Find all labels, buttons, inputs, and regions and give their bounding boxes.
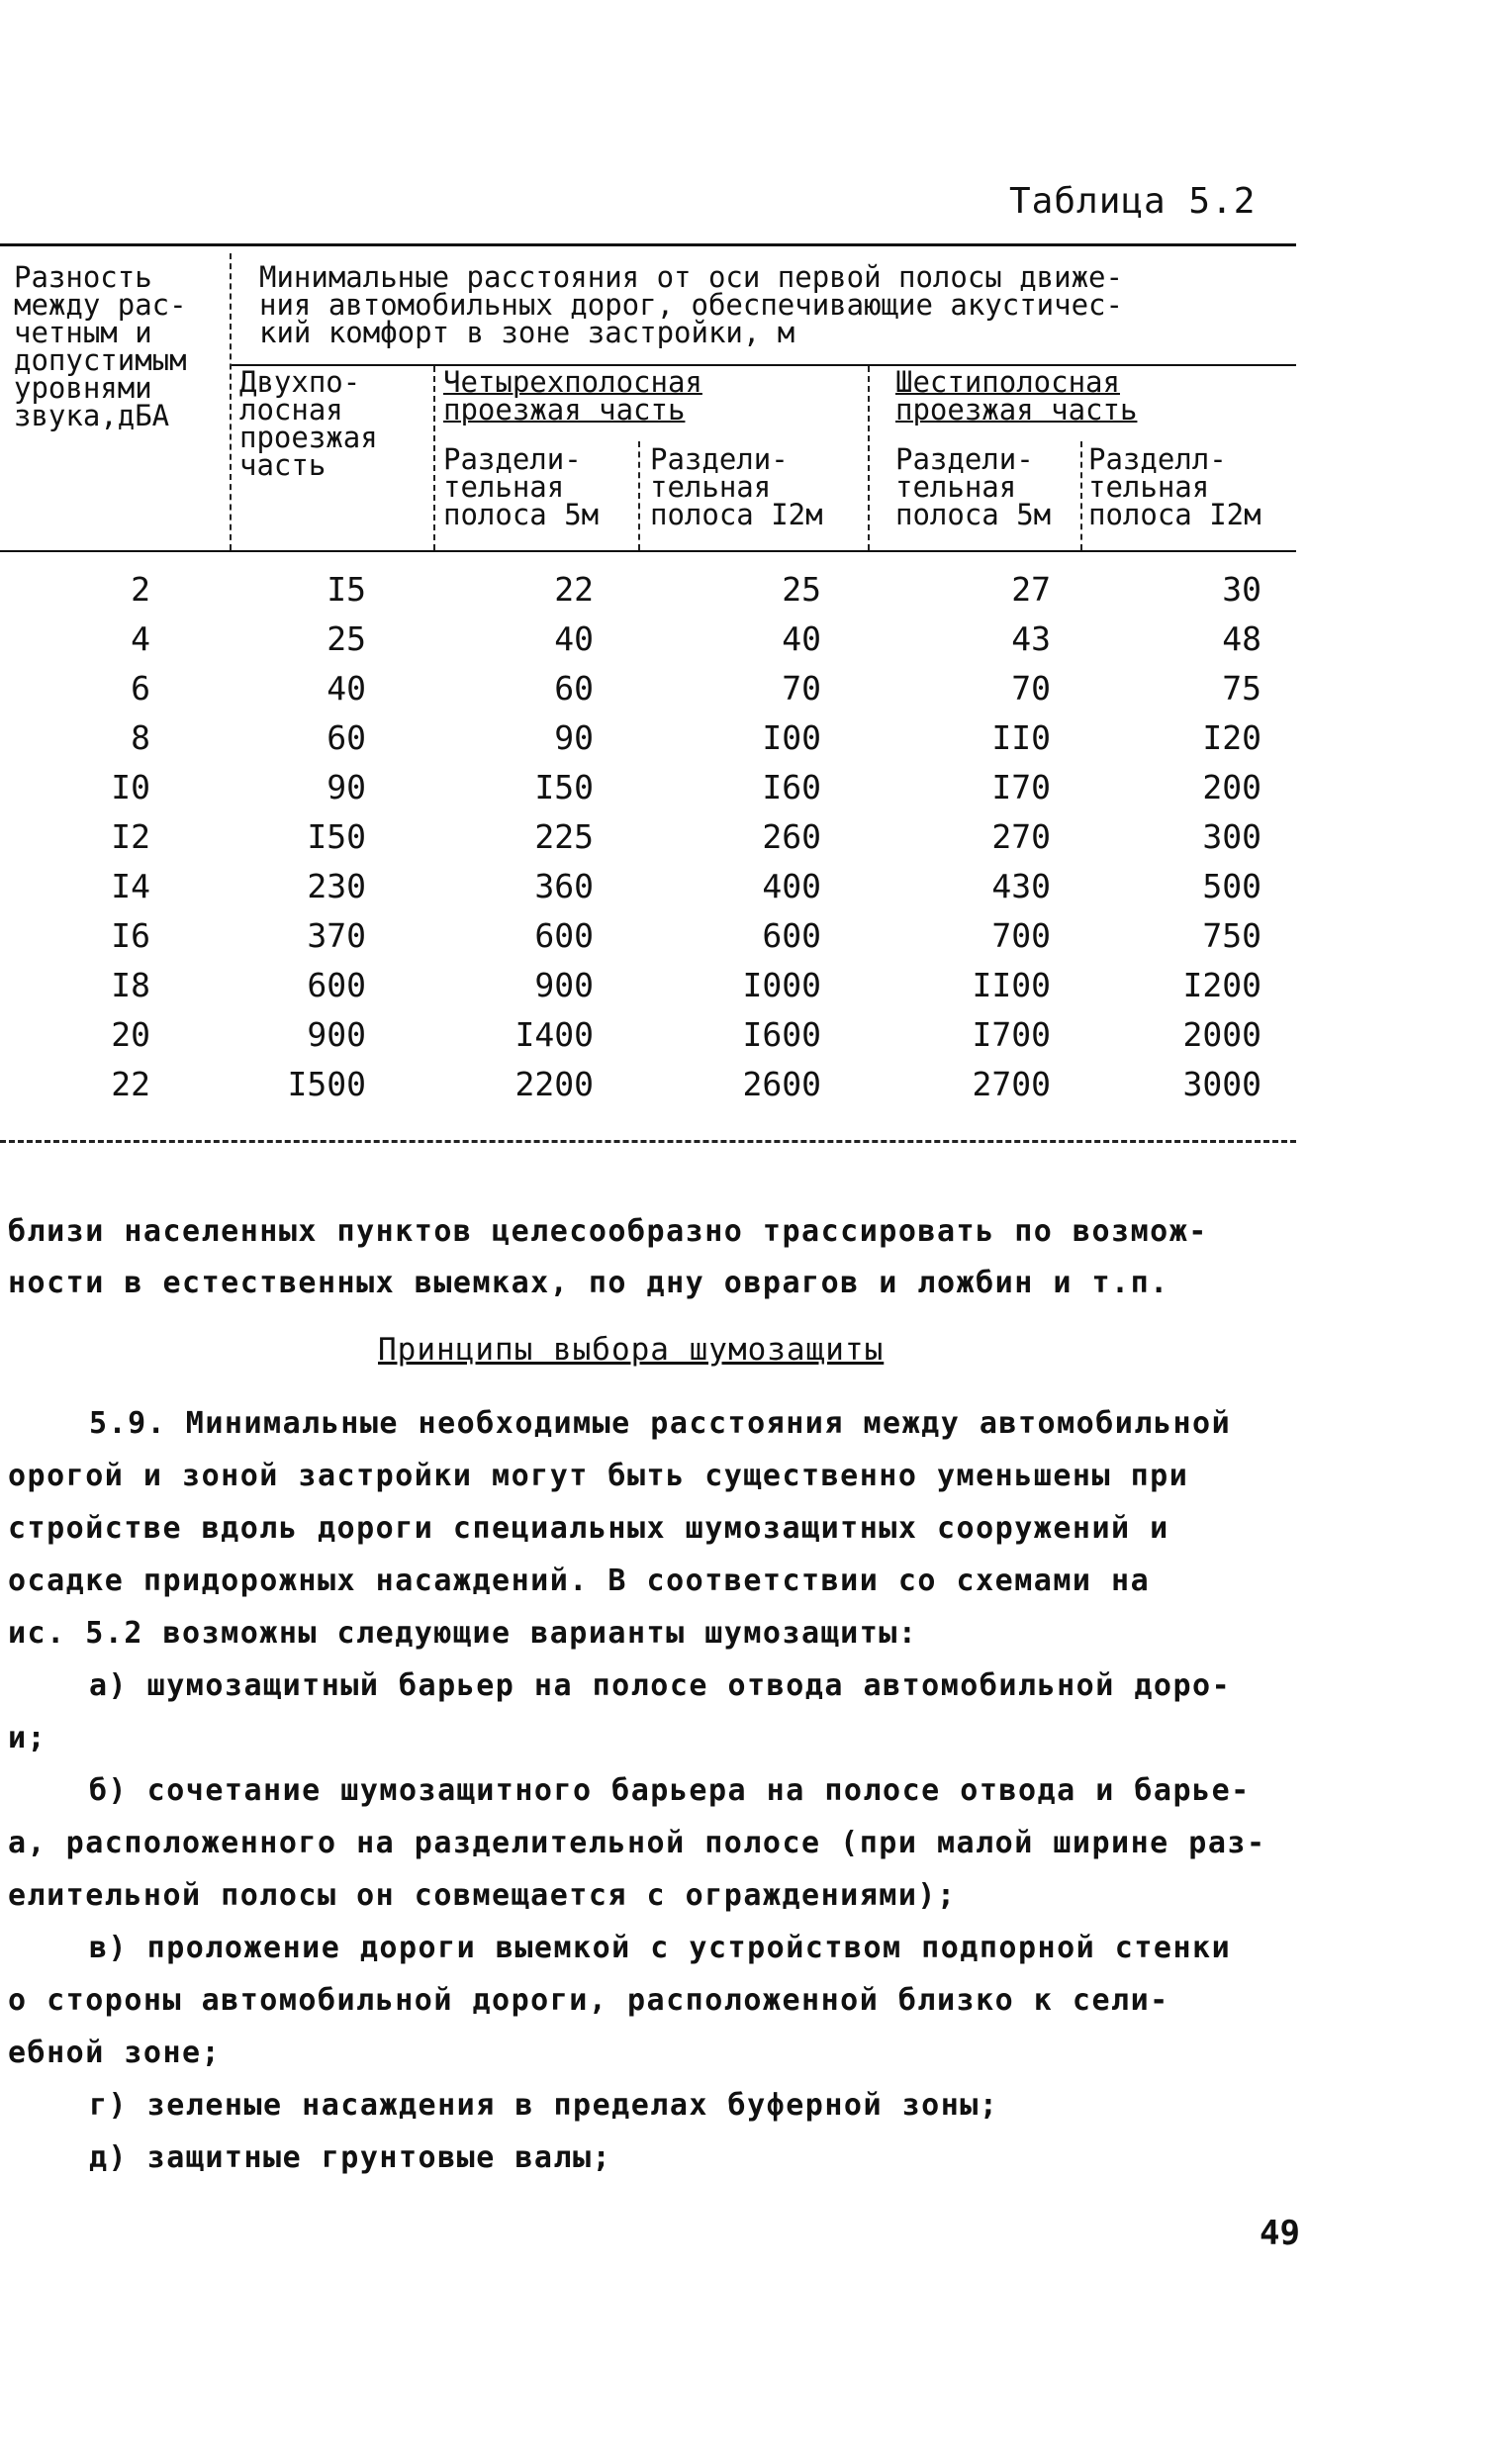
level-difference-cell: 2 <box>131 570 150 609</box>
distance-cell: 27 <box>1011 570 1051 609</box>
distance-cell: I400 <box>514 1015 594 1054</box>
distance-cell: 270 <box>991 817 1051 856</box>
distance-cell: 2700 <box>972 1065 1051 1103</box>
distance-cell: I600 <box>742 1015 821 1054</box>
para-5-9-line-2: орогой и зоной застройки могут быть существенно уменьшены при <box>8 1459 1189 1493</box>
vsep-5 <box>1080 441 1082 550</box>
distance-cell: 90 <box>327 768 366 806</box>
distance-cell: 750 <box>1202 916 1261 955</box>
distance-cell: II0 <box>991 718 1051 757</box>
item-b-line-2: а, расположенного на разделительной полосе (при малой ширине раз- <box>8 1826 1266 1860</box>
table-bottom-rule <box>0 1140 1296 1143</box>
header-divider-5m-four: Раздели- тельная полоса 5м <box>443 442 600 531</box>
table-row <box>0 817 1296 867</box>
distance-cell: I700 <box>972 1015 1051 1054</box>
para-5-9-line-4: осадке придорожных насаждений. В соответствии со схемами на <box>8 1564 1151 1598</box>
item-b-line-3: елительной полосы он совмещается с ограждениями); <box>8 1878 957 1913</box>
table-row <box>0 966 1296 1015</box>
header-divider-12m-four: Раздели- тельная полоса I2м <box>650 442 823 531</box>
table-row <box>0 669 1296 718</box>
item-a-line-1: а) шумозащитный барьер на полосе отвода автомобильной доро- <box>89 1668 1232 1703</box>
distance-cell: 260 <box>762 817 821 856</box>
para-5-9-line-3: стройстве вдоль дороги специальных шумозащитных сооружений и <box>8 1511 1169 1546</box>
header-divider-5m-six: Раздели- тельная полоса 5м <box>895 442 1052 531</box>
header-bottom-rule <box>0 550 1296 552</box>
distance-cell: 360 <box>534 867 594 905</box>
level-difference-cell: 20 <box>111 1015 150 1054</box>
level-difference-cell: I2 <box>111 817 150 856</box>
level-difference-cell: I8 <box>111 966 150 1004</box>
table-row <box>0 1065 1296 1114</box>
distance-cell: 400 <box>762 867 821 905</box>
distance-cell: 40 <box>554 619 594 658</box>
section-title: Принципы выбора шумозащиты <box>378 1332 885 1368</box>
distance-cell: I00 <box>762 718 821 757</box>
table-row <box>0 619 1296 669</box>
distance-cell: I5 <box>327 570 366 609</box>
table-caption: Таблица 5.2 <box>1009 181 1257 222</box>
distance-cell: 40 <box>327 669 366 708</box>
distance-cell: 60 <box>327 718 366 757</box>
table-row <box>0 867 1296 916</box>
distance-cell: 230 <box>307 867 366 905</box>
vsep-1 <box>230 253 232 550</box>
distance-cell: 2600 <box>742 1065 821 1103</box>
item-c-line-3: ебной зоне; <box>8 2036 222 2070</box>
intro-line-1: близи населенных пунктов целесообразно трассировать по возмож- <box>8 1214 1208 1249</box>
distance-cell: 225 <box>534 817 594 856</box>
header-level-difference: Разность между рас- четным и допустимым уровнями звука,дБА <box>14 260 187 432</box>
distance-cell: 43 <box>1011 619 1051 658</box>
header-group-title: Минимальные расстояния от оси первой полосы движе- ния автомобильных дорог, обеспечивающие акустичес- кий комфорт в зоне застройки, м <box>259 260 1123 349</box>
distance-cell: I60 <box>762 768 821 806</box>
distance-cell: 30 <box>1222 570 1261 609</box>
distance-cell: I70 <box>991 768 1051 806</box>
distance-cell: 70 <box>782 669 821 708</box>
header-divider-12m-six: Разделл- тельная полоса I2м <box>1088 442 1261 531</box>
distance-cell: I200 <box>1182 966 1261 1004</box>
vsep-2 <box>433 366 435 550</box>
distance-cell: 2200 <box>514 1065 594 1103</box>
intro-line-2: ности в естественных выемках, по дну оврагов и ложбин и т.п. <box>8 1266 1169 1300</box>
distance-cell: 48 <box>1222 619 1261 658</box>
distance-cell: 900 <box>534 966 594 1004</box>
table-row <box>0 768 1296 817</box>
distance-cell: I000 <box>742 966 821 1004</box>
table-row <box>0 916 1296 966</box>
item-d-line: г) зеленые насаждения в пределах буферной зоны; <box>89 2088 999 2123</box>
header-two-lane: Двухпо- лосная проезжая часть <box>239 365 378 482</box>
para-5-9-line-1: 5.9. Минимальные необходимые расстояния между автомобильной <box>89 1406 1232 1441</box>
table-row <box>0 570 1296 619</box>
level-difference-cell: 8 <box>131 718 150 757</box>
table-top-rule <box>0 243 1296 246</box>
item-b-line-1: б) сочетание шумозащитного барьера на полосе отвода и барье- <box>89 1773 1251 1808</box>
distance-cell: 25 <box>782 570 821 609</box>
vsep-3 <box>638 441 640 550</box>
distance-cell: 600 <box>307 966 366 1004</box>
distance-cell: 25 <box>327 619 366 658</box>
distance-cell: 22 <box>554 570 594 609</box>
distance-cell: 700 <box>991 916 1051 955</box>
distance-cell: 3000 <box>1182 1065 1261 1103</box>
item-a-line-2: и; <box>8 1721 47 1755</box>
distance-cell: 200 <box>1202 768 1261 806</box>
header-four-lane: Четырехполосная проезжая часть <box>443 365 702 426</box>
distance-cell: 2000 <box>1182 1015 1261 1054</box>
distance-cell: 900 <box>307 1015 366 1054</box>
distance-cell: 370 <box>307 916 366 955</box>
item-c-line-2: о стороны автомобильной дороги, расположенной близко к сели- <box>8 1983 1169 2018</box>
level-difference-cell: I0 <box>111 768 150 806</box>
distance-cell: 300 <box>1202 817 1261 856</box>
distance-cell: 500 <box>1202 867 1261 905</box>
level-difference-cell: 4 <box>131 619 150 658</box>
distance-cell: 430 <box>991 867 1051 905</box>
distance-cell: I500 <box>287 1065 366 1103</box>
distance-cell: 600 <box>534 916 594 955</box>
distance-cell: 60 <box>554 669 594 708</box>
level-difference-cell: 6 <box>131 669 150 708</box>
header-six-lane: Шестиполосная проезжая часть <box>895 365 1138 426</box>
distance-cell: II00 <box>972 966 1051 1004</box>
distance-cell: 40 <box>782 619 821 658</box>
para-5-9-line-5: ис. 5.2 возможны следующие варианты шумозащиты: <box>8 1616 918 1651</box>
distance-cell: I50 <box>307 817 366 856</box>
distance-cell: I50 <box>534 768 594 806</box>
vsep-4 <box>868 366 870 550</box>
distance-cell: 70 <box>1011 669 1051 708</box>
distance-cell: I20 <box>1202 718 1261 757</box>
item-e-line: д) защитные грунтовые валы; <box>89 2140 612 2175</box>
item-c-line-1: в) проложение дороги выемкой с устройством подпорной стенки <box>89 1931 1232 1965</box>
level-difference-cell: 22 <box>111 1065 150 1103</box>
page-number: 49 <box>1260 2214 1300 2253</box>
level-difference-cell: I4 <box>111 867 150 905</box>
table-row <box>0 718 1296 768</box>
level-difference-cell: I6 <box>111 916 150 955</box>
header-rule-1 <box>230 364 1296 366</box>
table-row <box>0 1015 1296 1065</box>
distance-cell: 75 <box>1222 669 1261 708</box>
distance-cell: 600 <box>762 916 821 955</box>
distance-cell: 90 <box>554 718 594 757</box>
